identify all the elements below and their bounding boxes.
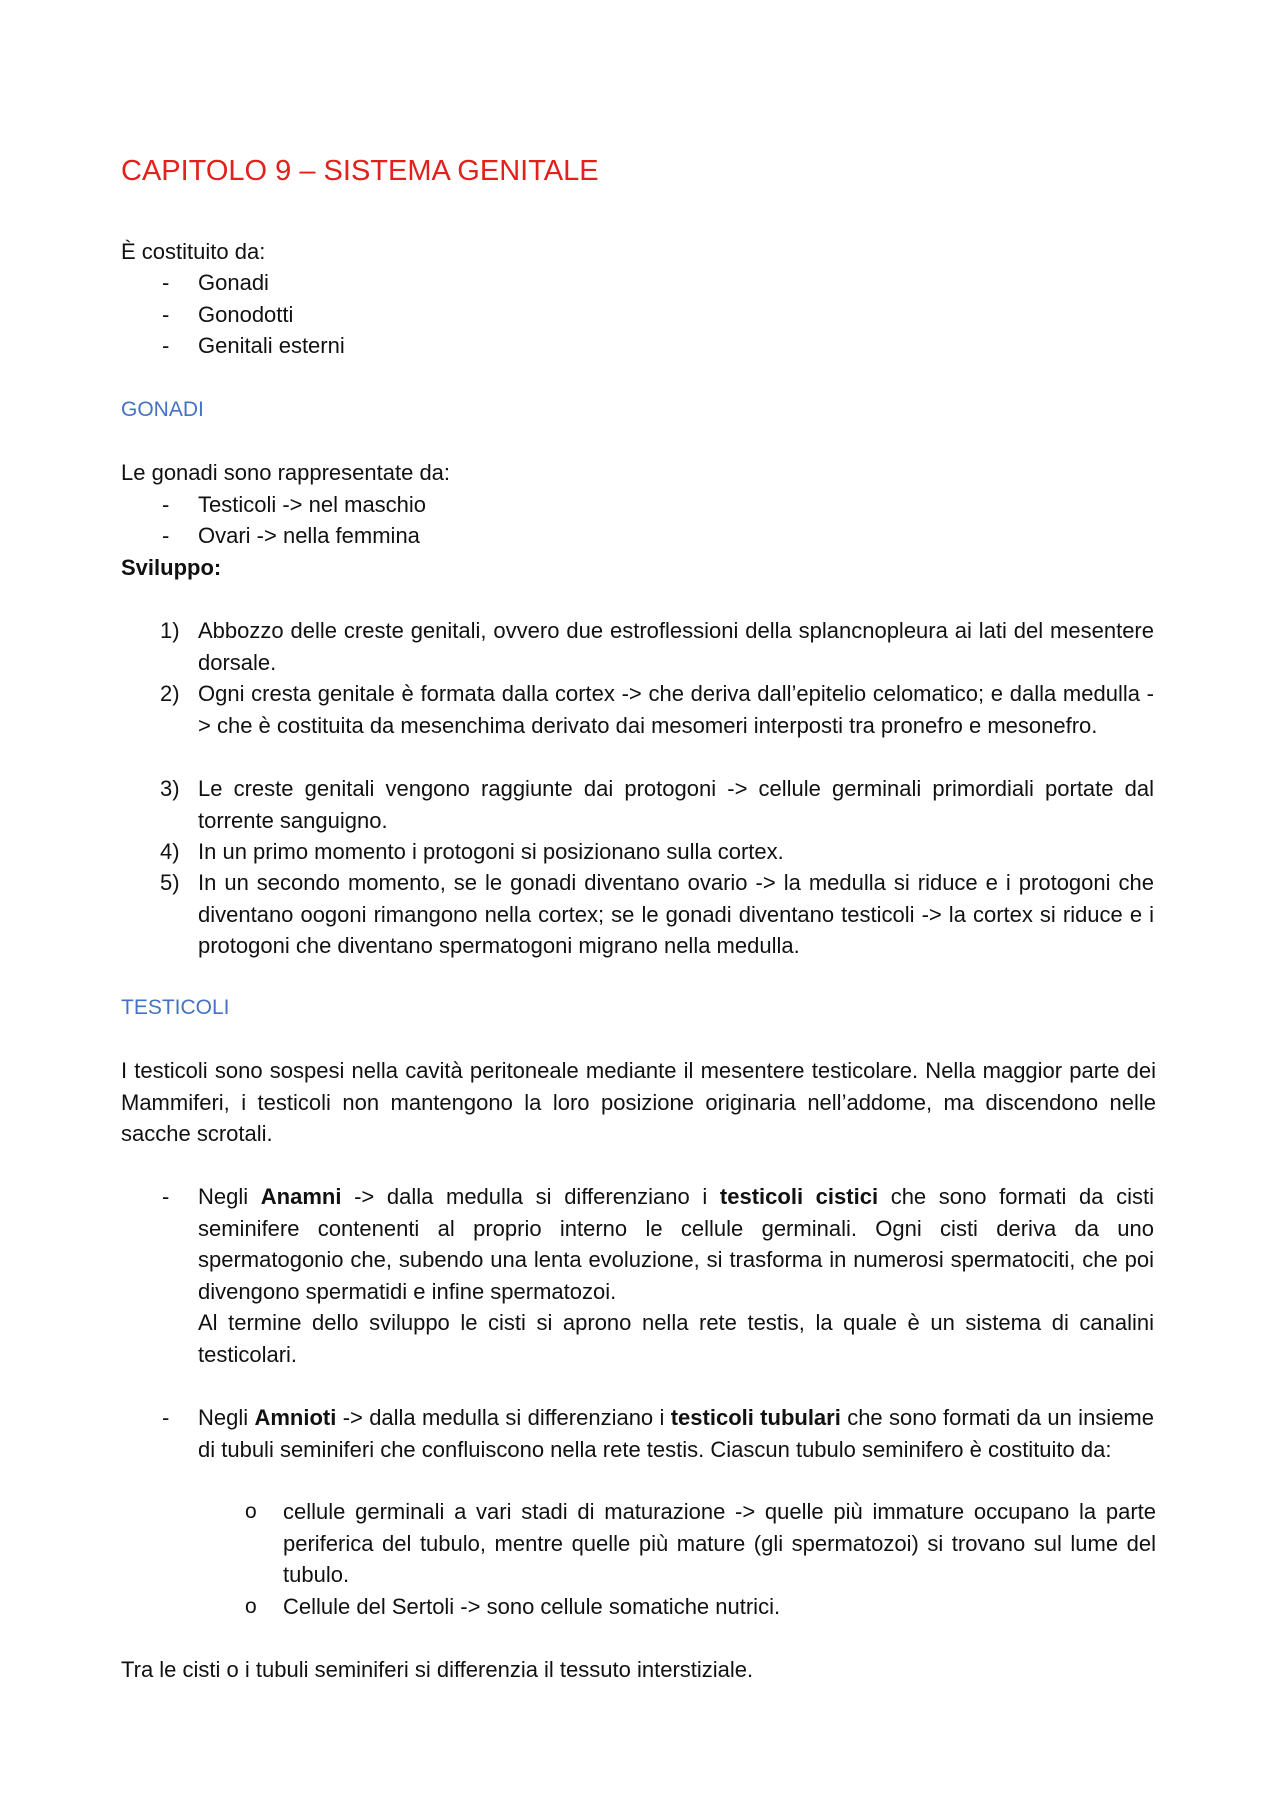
sub-bullet-circle: o bbox=[245, 1500, 257, 1523]
bullet-dash: - bbox=[162, 333, 170, 358]
anamni-term: Anamni bbox=[260, 1184, 342, 1209]
step-number: 2) bbox=[160, 681, 180, 706]
bullet-dash: - bbox=[162, 270, 170, 295]
gonadi-item-testicoli: Testicoli -> nel maschio bbox=[198, 492, 427, 517]
anamni-paragraph-2: Al termine dello sviluppo le cisti si aprono nella rete testis, la quale è un sistema di canalini testicolari. bbox=[198, 1310, 1154, 1367]
bullet-dash: - bbox=[162, 1184, 170, 1209]
closing-text: Tra le cisti o i tubuli seminiferi si differenzia il tessuto interstiziale. bbox=[121, 1657, 754, 1682]
step-number: 4) bbox=[160, 839, 180, 864]
intro-item-gonodotti: Gonodotti bbox=[198, 302, 294, 327]
intro-item-genitali: Genitali esterni bbox=[198, 333, 345, 358]
step-5-text: In un secondo momento, se le gonadi diventano ovario -> la medulla si riduce e i protogoni che diventano oogoni rimangono nella cortex; se le gonadi diventano testicoli -> la cortex si riduce e i protogoni che diventano spermatogoni migrano nella medulla. bbox=[198, 870, 1154, 958]
step-number: 3) bbox=[160, 776, 180, 801]
amnioti-term: Amnioti bbox=[254, 1405, 337, 1430]
sviluppo-label: Sviluppo: bbox=[121, 555, 222, 580]
bullet-dash: - bbox=[162, 1405, 170, 1430]
amnioti-paragraph: Negli Amnioti -> dalla medulla si differenziano i testicoli tubulari che sono formati da un insieme di tubuli seminiferi che confluiscono nella rete testis. Ciascun tubulo seminifero è costituito da: bbox=[198, 1405, 1154, 1462]
anamni-paragraph: Negli Anamni -> dalla medulla si differenziano i testicoli cistici che sono formati da cisti seminifere contenenti al proprio interno le cellule germinali. Ogni cisti deriva da uno spermatogonio che, subendo una lenta evoluzione, si trasforma in numerosi spermatociti, che poi divengono spermatidi e infine spermatozoi. bbox=[198, 1184, 1154, 1304]
testicoli-intro: I testicoli sono sospesi nella cavità peritoneale mediante il mesentere testicolare. Nella maggior parte dei Mammiferi, i testicoli non mantengono la loro posizione originaria nell’addome, ma discendono nelle sacche scrotali. bbox=[121, 1058, 1156, 1146]
step-4-text: In un primo momento i protogoni si posizionano sulla cortex. bbox=[198, 839, 784, 864]
gonadi-intro: Le gonadi sono rappresentate da: bbox=[121, 460, 451, 485]
intro-text: È costituito da: bbox=[121, 239, 266, 264]
step-2-text: Ogni cresta genitale è formata dalla cortex -> che deriva dall’epitelio celomatico; e dalla medulla -> che è costituita da mesenchima derivato dai mesomeri interposti tra pronefro e mesonefro. bbox=[198, 681, 1154, 738]
testicoli-tubulari-term: testicoli tubulari bbox=[670, 1405, 841, 1430]
chapter-title: CAPITOLO 9 – SISTEMA GENITALE bbox=[121, 155, 599, 187]
amnioti-sub-item-1: cellule germinali a vari stadi di maturazione -> quelle più immature occupano la parte periferica del tubulo, mentre quelle più mature (gli spermatozoi) si trovano sul lume del tubulo. bbox=[283, 1499, 1156, 1587]
step-3-text: Le creste genitali vengono raggiunte dai protogoni -> cellule germinali primordiali portate dal torrente sanguigno. bbox=[198, 776, 1154, 833]
bullet-dash: - bbox=[162, 492, 170, 517]
section-heading-testicoli: TESTICOLI bbox=[121, 996, 230, 1019]
sub-bullet-circle: o bbox=[245, 1595, 257, 1618]
step-number: 1) bbox=[160, 618, 180, 643]
step-number: 5) bbox=[160, 870, 180, 895]
section-heading-gonadi: GONADI bbox=[121, 398, 204, 421]
bullet-dash: - bbox=[162, 523, 170, 548]
bullet-dash: - bbox=[162, 302, 170, 327]
testicoli-cistici-term: testicoli cistici bbox=[719, 1184, 879, 1209]
gonadi-item-ovari: Ovari -> nella femmina bbox=[198, 523, 420, 548]
step-1-text: Abbozzo delle creste genitali, ovvero due estroflessioni della splancnopleura ai lati del mesentere dorsale. bbox=[198, 618, 1154, 675]
amnioti-sub-item-2: Cellule del Sertoli -> sono cellule somatiche nutrici. bbox=[283, 1594, 781, 1619]
intro-item-gonadi: Gonadi bbox=[198, 270, 269, 295]
